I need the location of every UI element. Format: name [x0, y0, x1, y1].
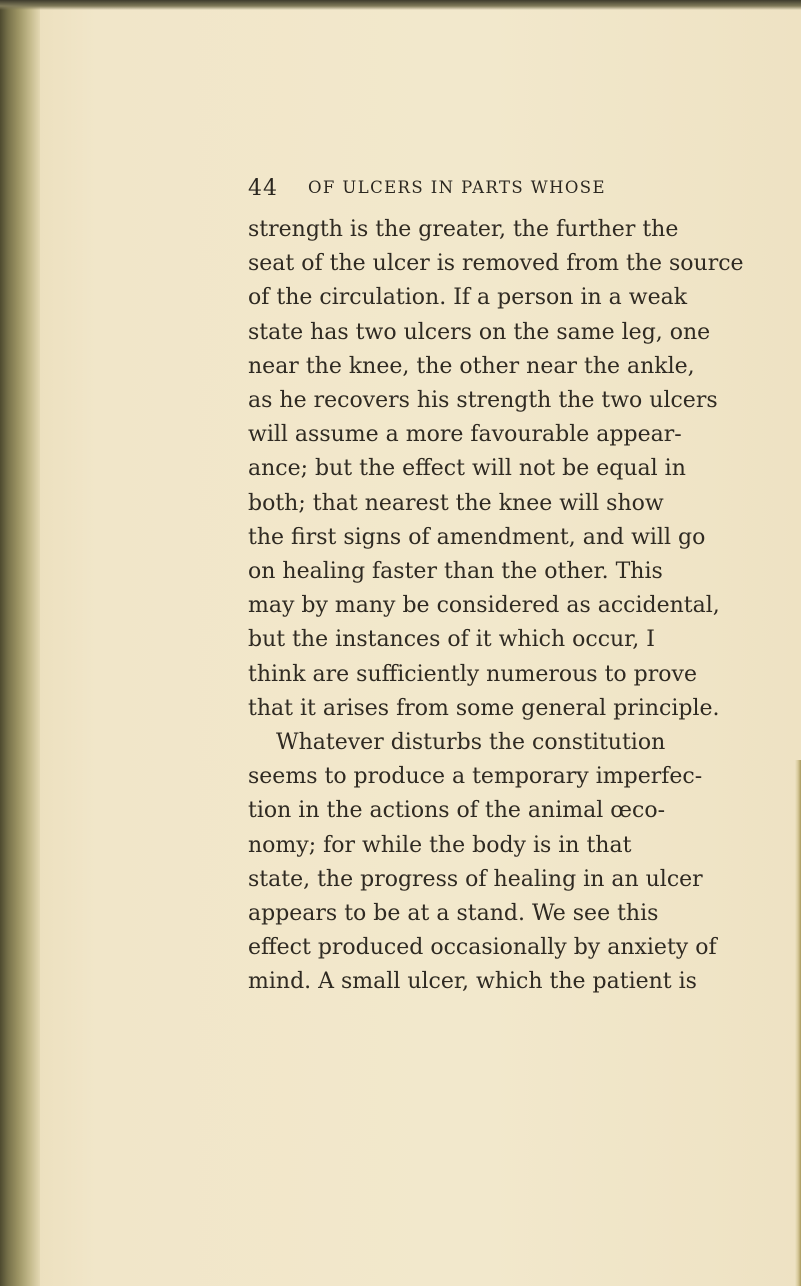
text-line: ance; but the effect will not be equal in — [248, 456, 686, 482]
text-line: nomy; for while the body is in that — [248, 832, 632, 858]
page-top-edge — [0, 0, 801, 10]
text-line: strength is the greater, the further the — [248, 217, 679, 242]
paragraph-first-line: Whatever disturbs the constitution — [276, 730, 666, 756]
book-binding-edge — [0, 0, 40, 1286]
text-line: may by many be considered as accidental, — [248, 593, 720, 619]
text-line: will assume a more favourable appear- — [248, 422, 682, 448]
text-line: seems to produce a temporary imperfec- — [248, 764, 703, 790]
text-line: tion in the actions of the animal œco- — [248, 798, 666, 824]
page-number: 44 — [248, 176, 278, 201]
text-line: but the instances of it which occur, I — [248, 627, 655, 653]
text-line: of the circulation. If a person in a weak — [248, 285, 688, 311]
text-line: the first signs of amendment, and will go — [248, 524, 706, 550]
page-header — [248, 176, 678, 206]
text-line: that it arises from some general principle. — [248, 695, 720, 721]
text-line: effect produced occasionally by anxiety of — [248, 935, 717, 961]
text-line: state, the progress of healing in an ulcer — [248, 866, 703, 892]
text-line: mind. A small ulcer, which the patient is — [248, 969, 697, 995]
text-line: both; that nearest the knee will show — [248, 490, 664, 516]
running-head: OF ULCERS IN PARTS WHOSE — [308, 178, 606, 197]
text-line: appears to be at a stand. We see this — [248, 901, 659, 927]
text-line: on healing faster than the other. This — [248, 559, 663, 585]
text-line: state has two ulcers on the same leg, one — [248, 319, 711, 345]
page-right-edge — [795, 760, 801, 1286]
text-line: near the knee, the other near the ankle, — [248, 353, 695, 379]
text-line: as he recovers his strength the two ulcers — [248, 388, 718, 414]
text-line: seat of the ulcer is removed from the source — [248, 251, 744, 277]
body-text — [248, 213, 778, 1000]
text-line: think are sufficiently numerous to prove — [248, 661, 697, 687]
